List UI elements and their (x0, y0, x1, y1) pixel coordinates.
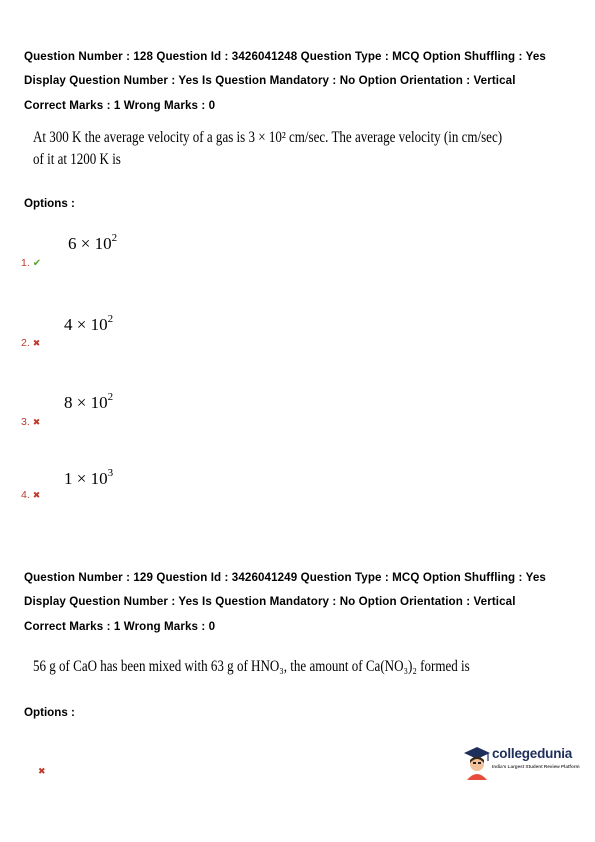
q128-option-2-exponent: 2 (107, 313, 114, 325)
check-icon: ✔ (32, 258, 42, 269)
q129-marks: Correct Marks : 1 Wrong Marks : 0 (24, 620, 216, 633)
q128-option-1-exponent: 2 (111, 232, 118, 244)
q128-option-4-base: 1 × 10 (64, 469, 108, 488)
q128-option-3-base: 8 × 10 (64, 393, 108, 412)
graduate-icon (462, 744, 492, 780)
q129-question-text-1: 56 g of CaO has been mixed with 63 g of HNO₃, the amount of Ca(NO₃)₂ formed is (33, 658, 470, 675)
q129-meta-line-2: Display Question Number : Yes Is Question Mandatory : No Option Orientation : Vertical (24, 595, 516, 608)
q128-option-4-exponent: 3 (107, 467, 114, 479)
q128-option-2-base: 4 × 10 (64, 315, 108, 334)
q128-option-1-number-text: 1. (21, 257, 30, 269)
q128-option-2-number-text: 2. (21, 337, 30, 349)
q128-marks: Correct Marks : 1 Wrong Marks : 0 (24, 99, 216, 112)
q128-option-3-exponent: 2 (107, 391, 114, 403)
q128-meta-line-2: Display Question Number : Yes Is Question Mandatory : No Option Orientation : Vertical (24, 74, 516, 87)
q128-option-4-number-text: 4. (21, 489, 30, 501)
q128-option-1-number (21, 257, 41, 269)
cross-icon: ✖ (32, 338, 41, 348)
q129-options-label: Options : (24, 706, 75, 719)
cross-icon: ✖ (32, 490, 41, 500)
q128-option-3-value[interactable] (64, 393, 113, 413)
q128-option-4-value[interactable] (64, 469, 113, 489)
q129-option-1-number (35, 765, 46, 777)
q128-options-label: Options : (24, 197, 75, 210)
logo-name: collegedunia (492, 746, 573, 761)
q128-option-3-number (21, 416, 40, 428)
q128-option-2-value[interactable] (64, 315, 113, 335)
q128-option-1-base: 6 × 10 (68, 234, 112, 253)
logo-tagline: India's Largest Student Review Platform (492, 764, 580, 769)
q128-option-2-number (21, 337, 40, 349)
q128-option-1-value[interactable] (68, 234, 117, 254)
q128-question-text-2: of it at 1200 K is (33, 151, 121, 168)
q128-question-text-1: At 300 K the average velocity of a gas is 3 × 10² cm/sec. The average velocity (in cm/sec) (33, 129, 503, 146)
q128-option-4-number (21, 489, 40, 501)
q128-option-3-number-text: 3. (21, 416, 30, 428)
collegedunia-logo (462, 744, 582, 784)
cross-icon: ✖ (38, 766, 46, 776)
cross-icon: ✖ (32, 417, 41, 427)
q129-meta-line-1: Question Number : 129 Question Id : 3426041249 Question Type : MCQ Option Shuffling : Yes (24, 571, 546, 584)
q128-meta-line-1: Question Number : 128 Question Id : 3426041248 Question Type : MCQ Option Shuffling : Yes (24, 50, 546, 63)
